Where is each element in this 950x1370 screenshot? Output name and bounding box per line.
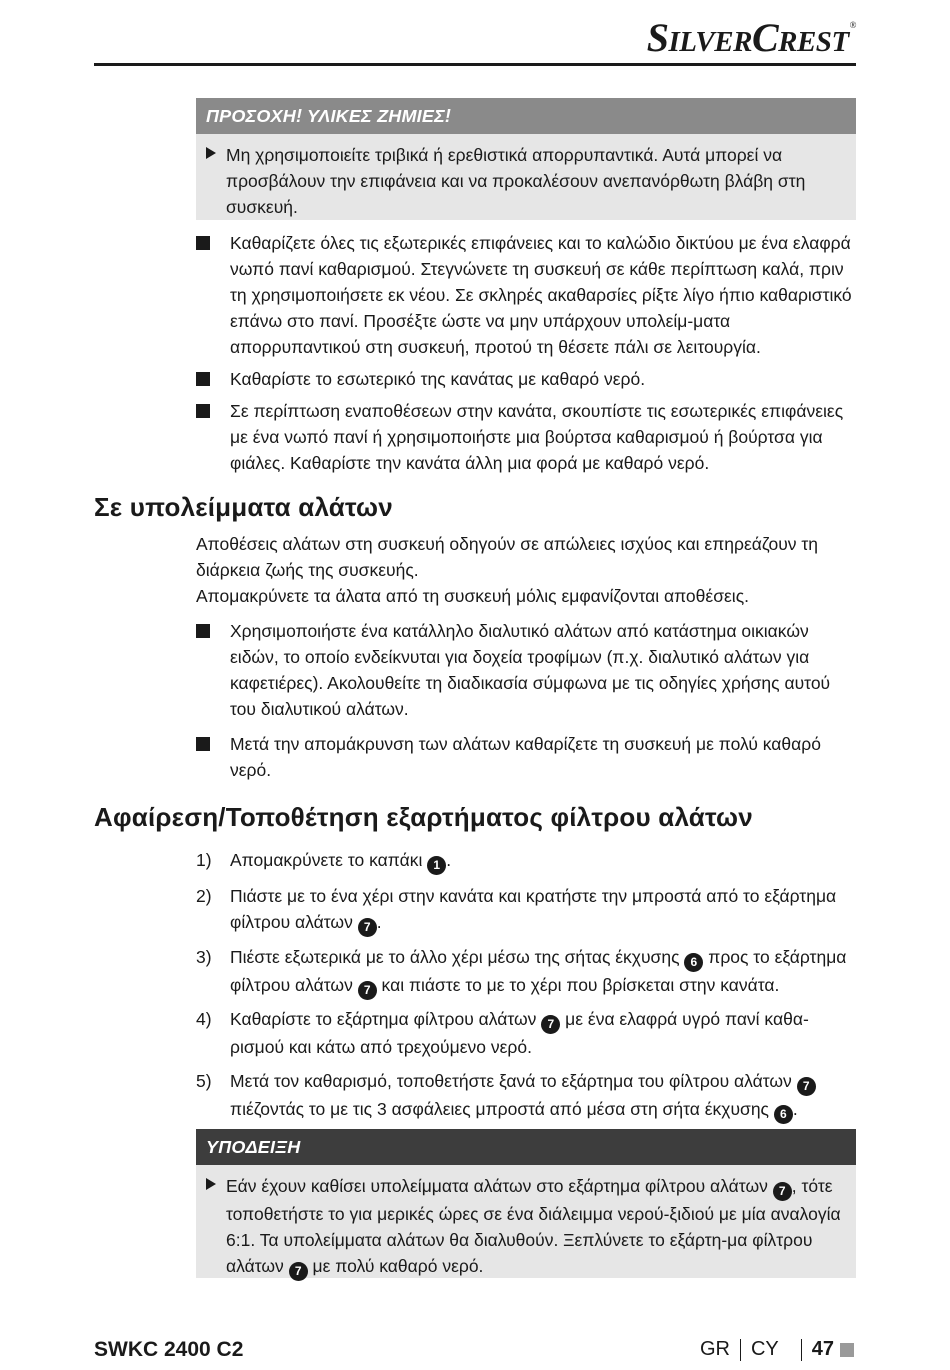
list-item: Χρησιμοποιήστε ένα κατάλληλο διαλυτικό αλάτων από κατάστημα οικιακών ειδών, το οποίο ενδείκνυται για δοχεία τροφίμων (π.χ. διαλυτικό αλάτων για καφετιέρες). Ακολουθείτε τη διαδικασία σύμφωνα με τις οδηγίες χρήσης αυτού του διαλυτικού αλάτων. <box>196 618 856 722</box>
arrow-icon <box>206 147 216 159</box>
arrow-icon <box>206 1178 216 1190</box>
intro-paragraph: Απομακρύνετε τα άλατα από τη συσκευή μόλις εμφανίζονται αποθέσεις. <box>196 586 749 606</box>
warning-box <box>196 98 856 220</box>
section-heading-limescale: Σε υπολείμματα αλάτων <box>94 492 393 522</box>
list-item: Μετά την απομάκρυνση των αλάτων καθαρίζετε τη συσκευή με πολύ καθαρό νερό. <box>196 731 856 783</box>
registered-mark: ® <box>849 20 856 30</box>
divider <box>740 1339 741 1361</box>
step-item: 4) Καθαρίστε το εξάρτημα φίλτρου αλάτων 7 με ένα ελαφρά υγρό πανί καθα-ρισμού και κάτω από τρεχούμενο νερό. <box>196 1006 856 1060</box>
step-item: 5) Μετά τον καθαρισμό, τοποθετήστε ξανά το εξάρτημα του φίλτρου αλάτων 7 πιέζοντάς το με τις 3 ασφάλειες μπροστά από μέσα στη σήτα έκχυσης 6 . <box>196 1068 856 1124</box>
brand-logo: SILVERCREST® <box>646 15 856 60</box>
header-rule <box>94 63 856 66</box>
spout-callout-icon: 6 <box>774 1105 793 1124</box>
spout-callout-icon: 6 <box>684 953 703 972</box>
list-item: Καθαρίζετε όλες τις εξωτερικές επιφάνειες και το καλώδιο δικτύου με ένα ελαφρά νωπό πανί καθαρισμού. Στεγνώνετε τη συσκευή σε κάθε περίπτωση καλά, πριν τη χρησιμοποιήσετε εκ νέου. Σε σκληρές ακαθαρσίες ρίξτε λίγο ήπιο καθαριστικό επάνω στο πανί. Προσέξτε ώστε να μην υπάρχουν υπολείμ-ματα απορρυπαντικού στη συσκευή, προτού τη θέσετε πάλι σε λειτουργία. <box>196 230 856 360</box>
warning-text: Μη χρησιμοποιείτε τριβικά ή ερεθιστικά απορρυπαντικά. Αυτά μπορεί να προσβάλουν την επιφάνεια και να προκαλέσουν ανεπανόρθωτη βλάβη στη συσκευή. <box>226 145 806 217</box>
step-item: 2) Πιάστε με το ένα χέρι στην κανάτα και κρατήστε την μπροστά από το εξάρτημα φίλτρου αλάτων 7 . <box>196 883 856 937</box>
square-bullet-icon <box>196 236 210 250</box>
warning-title: ΠΡΟΣΟΧΗ! ΥΛΙΚΕΣ ΖΗΜΙΕΣ! <box>196 98 856 134</box>
step-item: 1) Απομακρύνετε το καπάκι 1 . <box>196 847 856 875</box>
page-marker-icon <box>840 1343 854 1357</box>
filter-callout-icon: 7 <box>797 1077 816 1096</box>
filter-callout-icon: 7 <box>289 1262 308 1281</box>
list-item: Καθαρίστε το εσωτερικό της κανάτας με καθαρό νερό. <box>196 366 856 392</box>
step-number: 2) <box>196 886 212 906</box>
hint-box: ΥΠΟΔΕΙΞΗ Εάν έχουν καθίσει υπολείμματα αλάτων στο εξάρτημα φίλτρου αλάτων 7 , τότε τοποθετήστε το για μερικές ώρες σε ένα διάλειμμα νερού-ξιδιού με μία αναλογία 6:1. Τα υπολείμματα αλάτων θα διαλυθούν. Ξεπλύνετε το εξάρτη-μα φίλτρου αλάτων 7 με πολύ καθαρό νερό. <box>196 1129 856 1278</box>
step-number: 5) <box>196 1071 212 1091</box>
step-number: 3) <box>196 947 212 967</box>
hint-title: ΥΠΟΔΕΙΞΗ <box>196 1129 856 1165</box>
lid-callout-icon: 1 <box>427 856 446 875</box>
filter-callout-icon: 7 <box>358 981 377 1000</box>
section-heading-filter: Αφαίρεση/Τοποθέτηση εξαρτήματος φίλτρου αλάτων <box>94 802 753 832</box>
square-bullet-icon <box>196 737 210 751</box>
divider <box>801 1339 802 1361</box>
model-number: SWKC 2400 C2 <box>94 1338 244 1361</box>
page-number: 47 <box>811 1338 834 1360</box>
footer-page-info <box>700 1338 854 1361</box>
intro-paragraph: Αποθέσεις αλάτων στη συσκευή οδηγούν σε απώλειες ισχύος και επηρεάζουν τη διάρκεια ζωής της συσκευής. <box>196 534 819 580</box>
filter-callout-icon: 7 <box>541 1015 560 1034</box>
filter-callout-icon: 7 <box>773 1182 792 1201</box>
square-bullet-icon <box>196 372 210 386</box>
list-item: Σε περίπτωση εναποθέσεων στην κανάτα, σκουπίστε τις εσωτερικές επιφάνειες με ένα νωπό πανί ή χρησιμοποιήστε μια βούρτσα καθαρισμού ή βούρτσα για φιάλες. Καθαρίστε την κανάτα άλλη μια φορά με καθαρό νερό. <box>196 398 856 476</box>
language-code: CY <box>750 1338 779 1360</box>
step-item: 3) Πιέστε εξωτερικά με το άλλο χέρι μέσω της σήτας έκχυσης 6 προς το εξάρτημα φίλτρου αλάτων 7 και πιάστε το με το χέρι που βρίσκεται στην κανάτα. <box>196 944 856 1000</box>
square-bullet-icon <box>196 624 210 638</box>
step-number: 4) <box>196 1009 212 1029</box>
step-number: 1) <box>196 850 212 870</box>
square-bullet-icon <box>196 404 210 418</box>
filter-callout-icon: 7 <box>358 918 377 937</box>
language-code: GR <box>699 1338 730 1360</box>
